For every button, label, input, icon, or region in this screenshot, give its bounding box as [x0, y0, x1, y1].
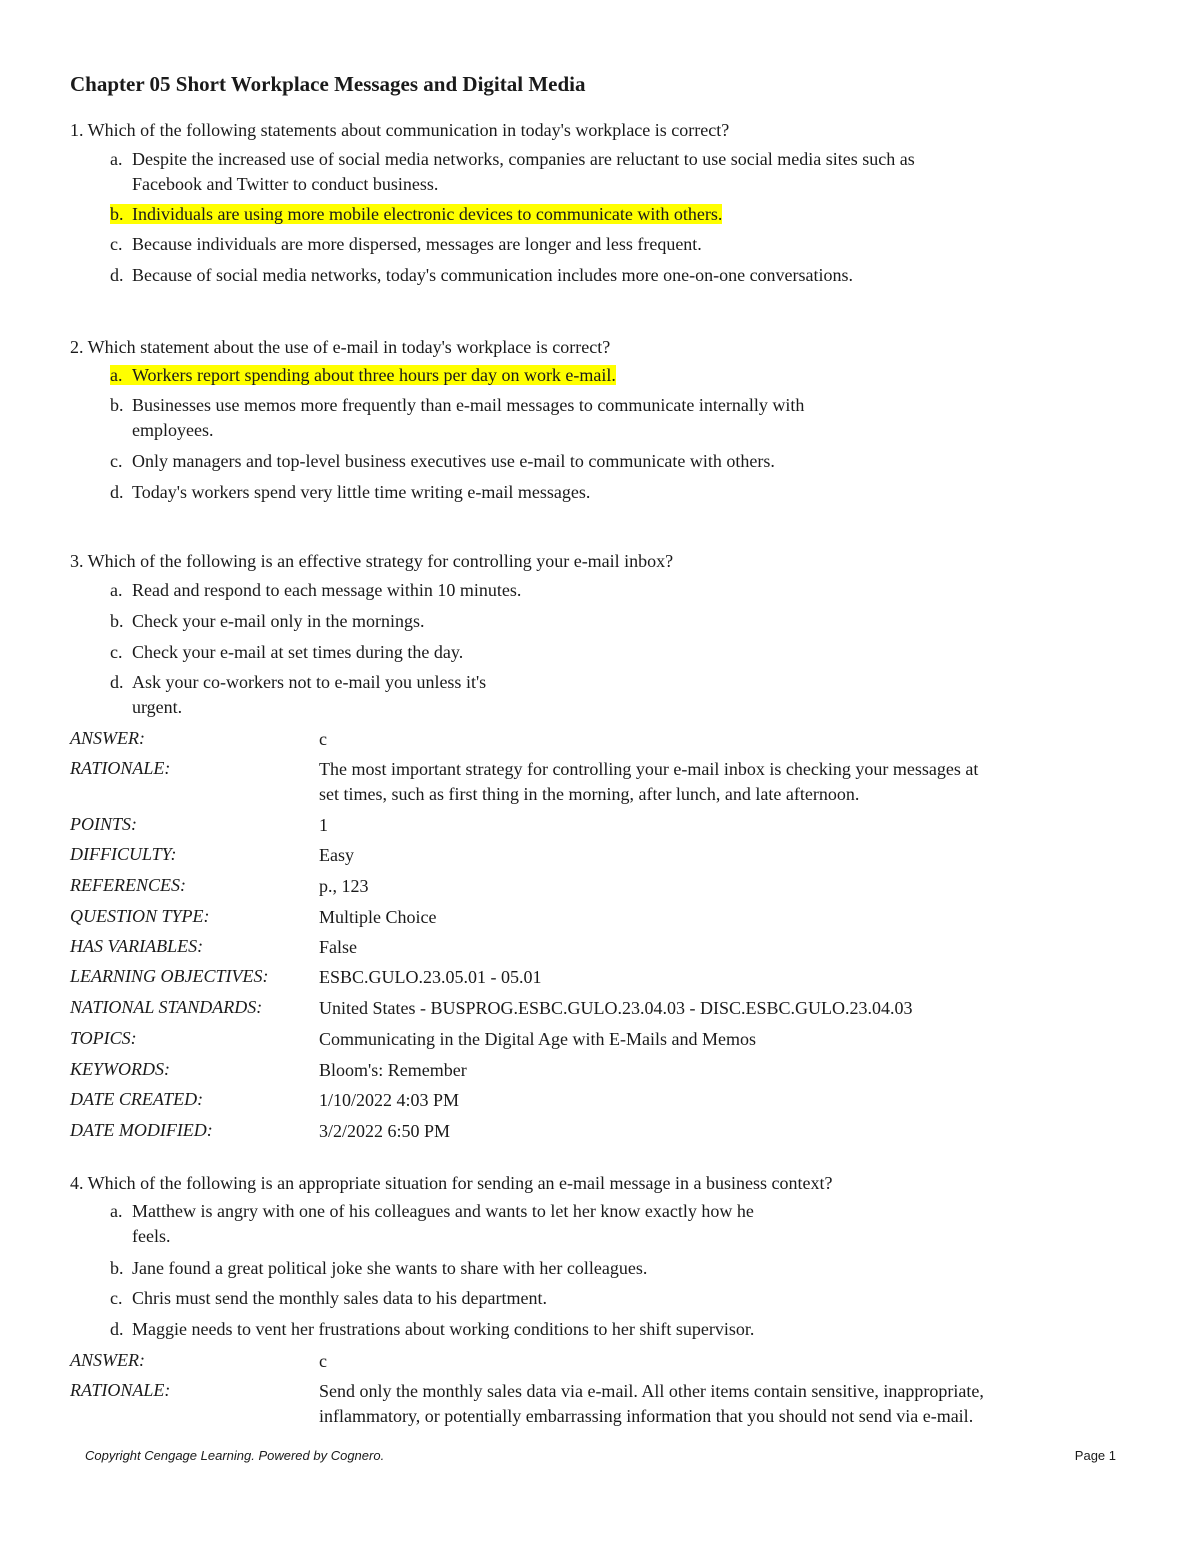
question-1-stem: 1. Which of the following statements about communication in today's workplace is correct? [70, 120, 730, 140]
q3-question-type-value: Multiple Choice [319, 907, 437, 927]
q3-national-standards-label: NATIONAL STANDARDS: [70, 997, 263, 1017]
q4-rationale-label: RATIONALE: [70, 1380, 171, 1400]
question-3-option-b: b. Check your e-mail only in the mornings. [110, 611, 425, 631]
q3-references-value: p., 123 [319, 876, 369, 896]
question-1-option-b-highlighted: b. Individuals are using more mobile electronic devices to communicate with others. [110, 204, 723, 224]
q3-national-standards-value: United States - BUSPROG.ESBC.GULO.23.04.03 - DISC.ESBC.GULO.23.04.03 [319, 998, 913, 1018]
question-3-option-d: d. Ask your co-workers not to e-mail you unless it's urgent. [110, 672, 487, 717]
q3-difficulty-label: DIFFICULTY: [70, 844, 177, 864]
q3-topics-value: Communicating in the Digital Age with E-Mails and Memos [319, 1029, 756, 1049]
q3-answer-label: ANSWER: [70, 728, 145, 748]
question-3-option-a: a. Read and respond to each message within 10 minutes. [110, 580, 522, 600]
question-4-option-c: c. Chris must send the monthly sales data to his department. [110, 1288, 547, 1308]
footer-page-number: Page 1 [1074, 1448, 1116, 1463]
question-2-option-d: d. Today's workers spend very little time writing e-mail messages. [110, 482, 591, 502]
chapter-title: Chapter 05 Short Workplace Messages and Digital Media [70, 72, 586, 96]
question-1-option-c: c. Because individuals are more dispersed, messages are longer and less frequent. [110, 234, 702, 254]
q3-difficulty-value: Easy [319, 845, 354, 865]
question-4-option-b: b. Jane found a great political joke she wants to share with her colleagues. [110, 1258, 648, 1278]
q3-keywords-label: KEYWORDS: [70, 1059, 170, 1079]
q3-has-variables-label: HAS VARIABLES: [70, 936, 204, 956]
q3-date-modified-value: 3/2/2022 6:50 PM [319, 1121, 451, 1141]
q4-answer-value: c [319, 1351, 327, 1371]
question-2-option-a-highlighted: a. Workers report spending about three hours per day on work e-mail. [110, 365, 616, 385]
question-4-stem: 4. Which of the following is an appropriate situation for sending an e-mail message in a business context? [70, 1173, 833, 1193]
q3-points-label: POINTS: [70, 814, 137, 834]
question-4-option-d: d. Maggie needs to vent her frustrations about working conditions to her shift supervisor. [110, 1319, 755, 1339]
q3-keywords-value: Bloom's: Remember [319, 1060, 467, 1080]
q3-date-modified-label: DATE MODIFIED: [70, 1120, 213, 1140]
question-2-option-c: c. Only managers and top-level business executives use e-mail to communicate with others. [110, 451, 775, 471]
q4-rationale-value: Send only the monthly sales data via e-mail. All other items contain sensitive, inappropriate, inflammatory, or potentially embarrassing information that you should not send via e-mail. [319, 1381, 984, 1426]
q3-points-value: 1 [319, 815, 328, 835]
question-3-option-c: c. Check your e-mail at set times during the day. [110, 642, 464, 662]
q3-rationale-label: RATIONALE: [70, 758, 171, 778]
question-3-stem: 3. Which of the following is an effective strategy for controlling your e-mail inbox? [70, 551, 674, 571]
question-1-option-d: d. Because of social media networks, today's communication includes more one-on-one conversations. [110, 265, 854, 285]
q3-topics-label: TOPICS: [70, 1028, 137, 1048]
q3-rationale-value: The most important strategy for controlling your e-mail inbox is checking your messages at set times, such as first thing in the morning, after lunch, and late afternoon. [319, 759, 979, 804]
question-2-stem: 2. Which statement about the use of e-mail in today's workplace is correct? [70, 337, 611, 357]
footer-copyright: Copyright Cengage Learning. Powered by Cognero. [85, 1448, 385, 1463]
question-2-option-b: b. Businesses use memos more frequently than e-mail messages to communicate internally with employees. [110, 395, 805, 440]
q3-date-created-label: DATE CREATED: [70, 1089, 204, 1109]
q3-references-label: REFERENCES: [70, 875, 186, 895]
question-4-option-a: a. Matthew is angry with one of his colleagues and wants to let her know exactly how he feels. [110, 1201, 754, 1246]
q3-learning-objectives-label: LEARNING OBJECTIVES: [70, 966, 269, 986]
q3-has-variables-value: False [319, 937, 357, 957]
q3-answer-value: c [319, 729, 327, 749]
q3-question-type-label: QUESTION TYPE: [70, 906, 210, 926]
question-1-option-a: a. Despite the increased use of social media networks, companies are reluctant to use social media sites such as Facebook and Twitter to conduct business. [110, 149, 915, 194]
q3-learning-objectives-value: ESBC.GULO.23.05.01 - 05.01 [319, 967, 542, 987]
q4-answer-label: ANSWER: [70, 1350, 145, 1370]
q3-date-created-value: 1/10/2022 4:03 PM [319, 1090, 460, 1110]
